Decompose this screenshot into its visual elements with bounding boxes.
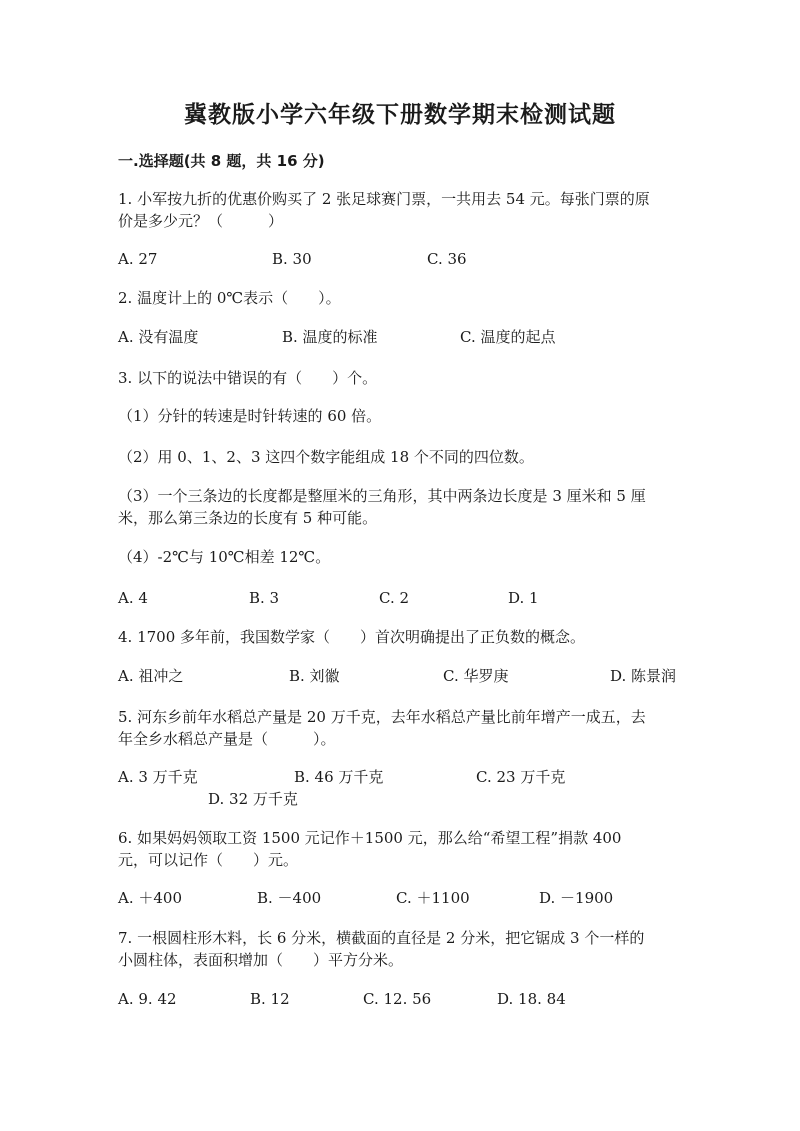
question-6-option-a: A. ＋400 [118, 889, 182, 907]
question-3-option-a: A. 4 [118, 589, 148, 607]
question-6-option-c: C. ＋1100 [396, 889, 470, 907]
question-2-line-1: 2. 温度计上的 0℃表示（ ）。 [118, 289, 341, 307]
question-5-line-1: 5. 河东乡前年水稻总产量是 20 万千克，去年水稻总产量比前年增产一成五，去 [118, 708, 646, 726]
question-5-line-2: 年全乡水稻总产量是（ ）。 [118, 730, 336, 748]
question-5-option-b: B. 46 万千克 [294, 768, 384, 786]
question-3-option-b: B. 3 [249, 589, 280, 607]
page-title: 冀教版小学六年级下册数学期末检测试题 [184, 102, 616, 128]
question-5-option-a: A. 3 万千克 [118, 768, 198, 786]
question-3-statement-2: （2）用 0、1、2、3 这四个数字能组成 18 个不同的四位数。 [118, 448, 534, 466]
question-2-option-c: C. 温度的起点 [460, 328, 556, 346]
question-3-statement-3-line-1: （3）一个三条边的长度都是整厘米的三角形，其中两条边长度是 3 厘米和 5 厘 [118, 487, 646, 505]
question-1-option-c: C. 36 [427, 250, 467, 268]
question-5-option-c: C. 23 万千克 [476, 768, 566, 786]
question-3-statement-1: （1）分针的转速是时针转速的 60 倍。 [118, 407, 382, 425]
question-4-option-d: D. 陈景润 [610, 667, 677, 685]
question-6-line-1: 6. 如果妈妈领取工资 1500 元记作＋1500 元，那么给“希望工程”捐款 400 [118, 829, 622, 847]
question-2-option-a: A. 没有温度 [118, 328, 199, 346]
question-6-line-2: 元，可以记作（ ）元。 [118, 851, 299, 869]
question-2-option-b: B. 温度的标准 [282, 328, 378, 346]
question-6-option-b: B. －400 [257, 889, 322, 907]
question-1-option-b: B. 30 [272, 250, 312, 268]
section-heading: 一.选择题(共 8 题，共 16 分) [118, 152, 325, 170]
question-6-option-d: D. －1900 [539, 889, 614, 907]
question-4-option-c: C. 华罗庚 [443, 667, 509, 685]
question-4-line-1: 4. 1700 多年前，我国数学家（ ）首次明确提出了正负数的概念。 [118, 628, 586, 646]
question-7-option-a: A. 9. 42 [118, 990, 177, 1008]
question-7-option-c: C. 12. 56 [363, 990, 432, 1008]
question-7-line-1: 7. 一根圆柱形木料，长 6 分米，横截面的直径是 2 分米，把它锯成 3 个一样的 [118, 929, 645, 947]
question-7-option-d: D. 18. 84 [497, 990, 566, 1008]
question-3-statement-3-line-2: 米，那么第三条边的长度有 5 种可能。 [118, 509, 378, 527]
question-1-option-a: A. 27 [118, 250, 158, 268]
question-3-statement-4: （4）-2℃与 10℃相差 12℃。 [118, 548, 331, 566]
question-5-option-d: D. 32 万千克 [208, 790, 298, 808]
question-3-option-c: C. 2 [379, 589, 410, 607]
question-3-option-d: D. 1 [508, 589, 539, 607]
question-3-line-1: 3. 以下的说法中错误的有（ ）个。 [118, 369, 378, 387]
question-4-option-a: A. 祖冲之 [118, 667, 184, 685]
question-1-line-1: 1. 小军按九折的优惠价购买了 2 张足球赛门票，一共用去 54 元。每张门票的原 [118, 190, 650, 208]
question-7-line-2: 小圆柱体，表面积增加（ ）平方分米。 [118, 951, 404, 969]
question-7-option-b: B. 12 [250, 990, 290, 1008]
question-1-line-2: 价是多少元？（ ） [118, 212, 284, 230]
question-4-option-b: B. 刘徽 [289, 667, 340, 685]
